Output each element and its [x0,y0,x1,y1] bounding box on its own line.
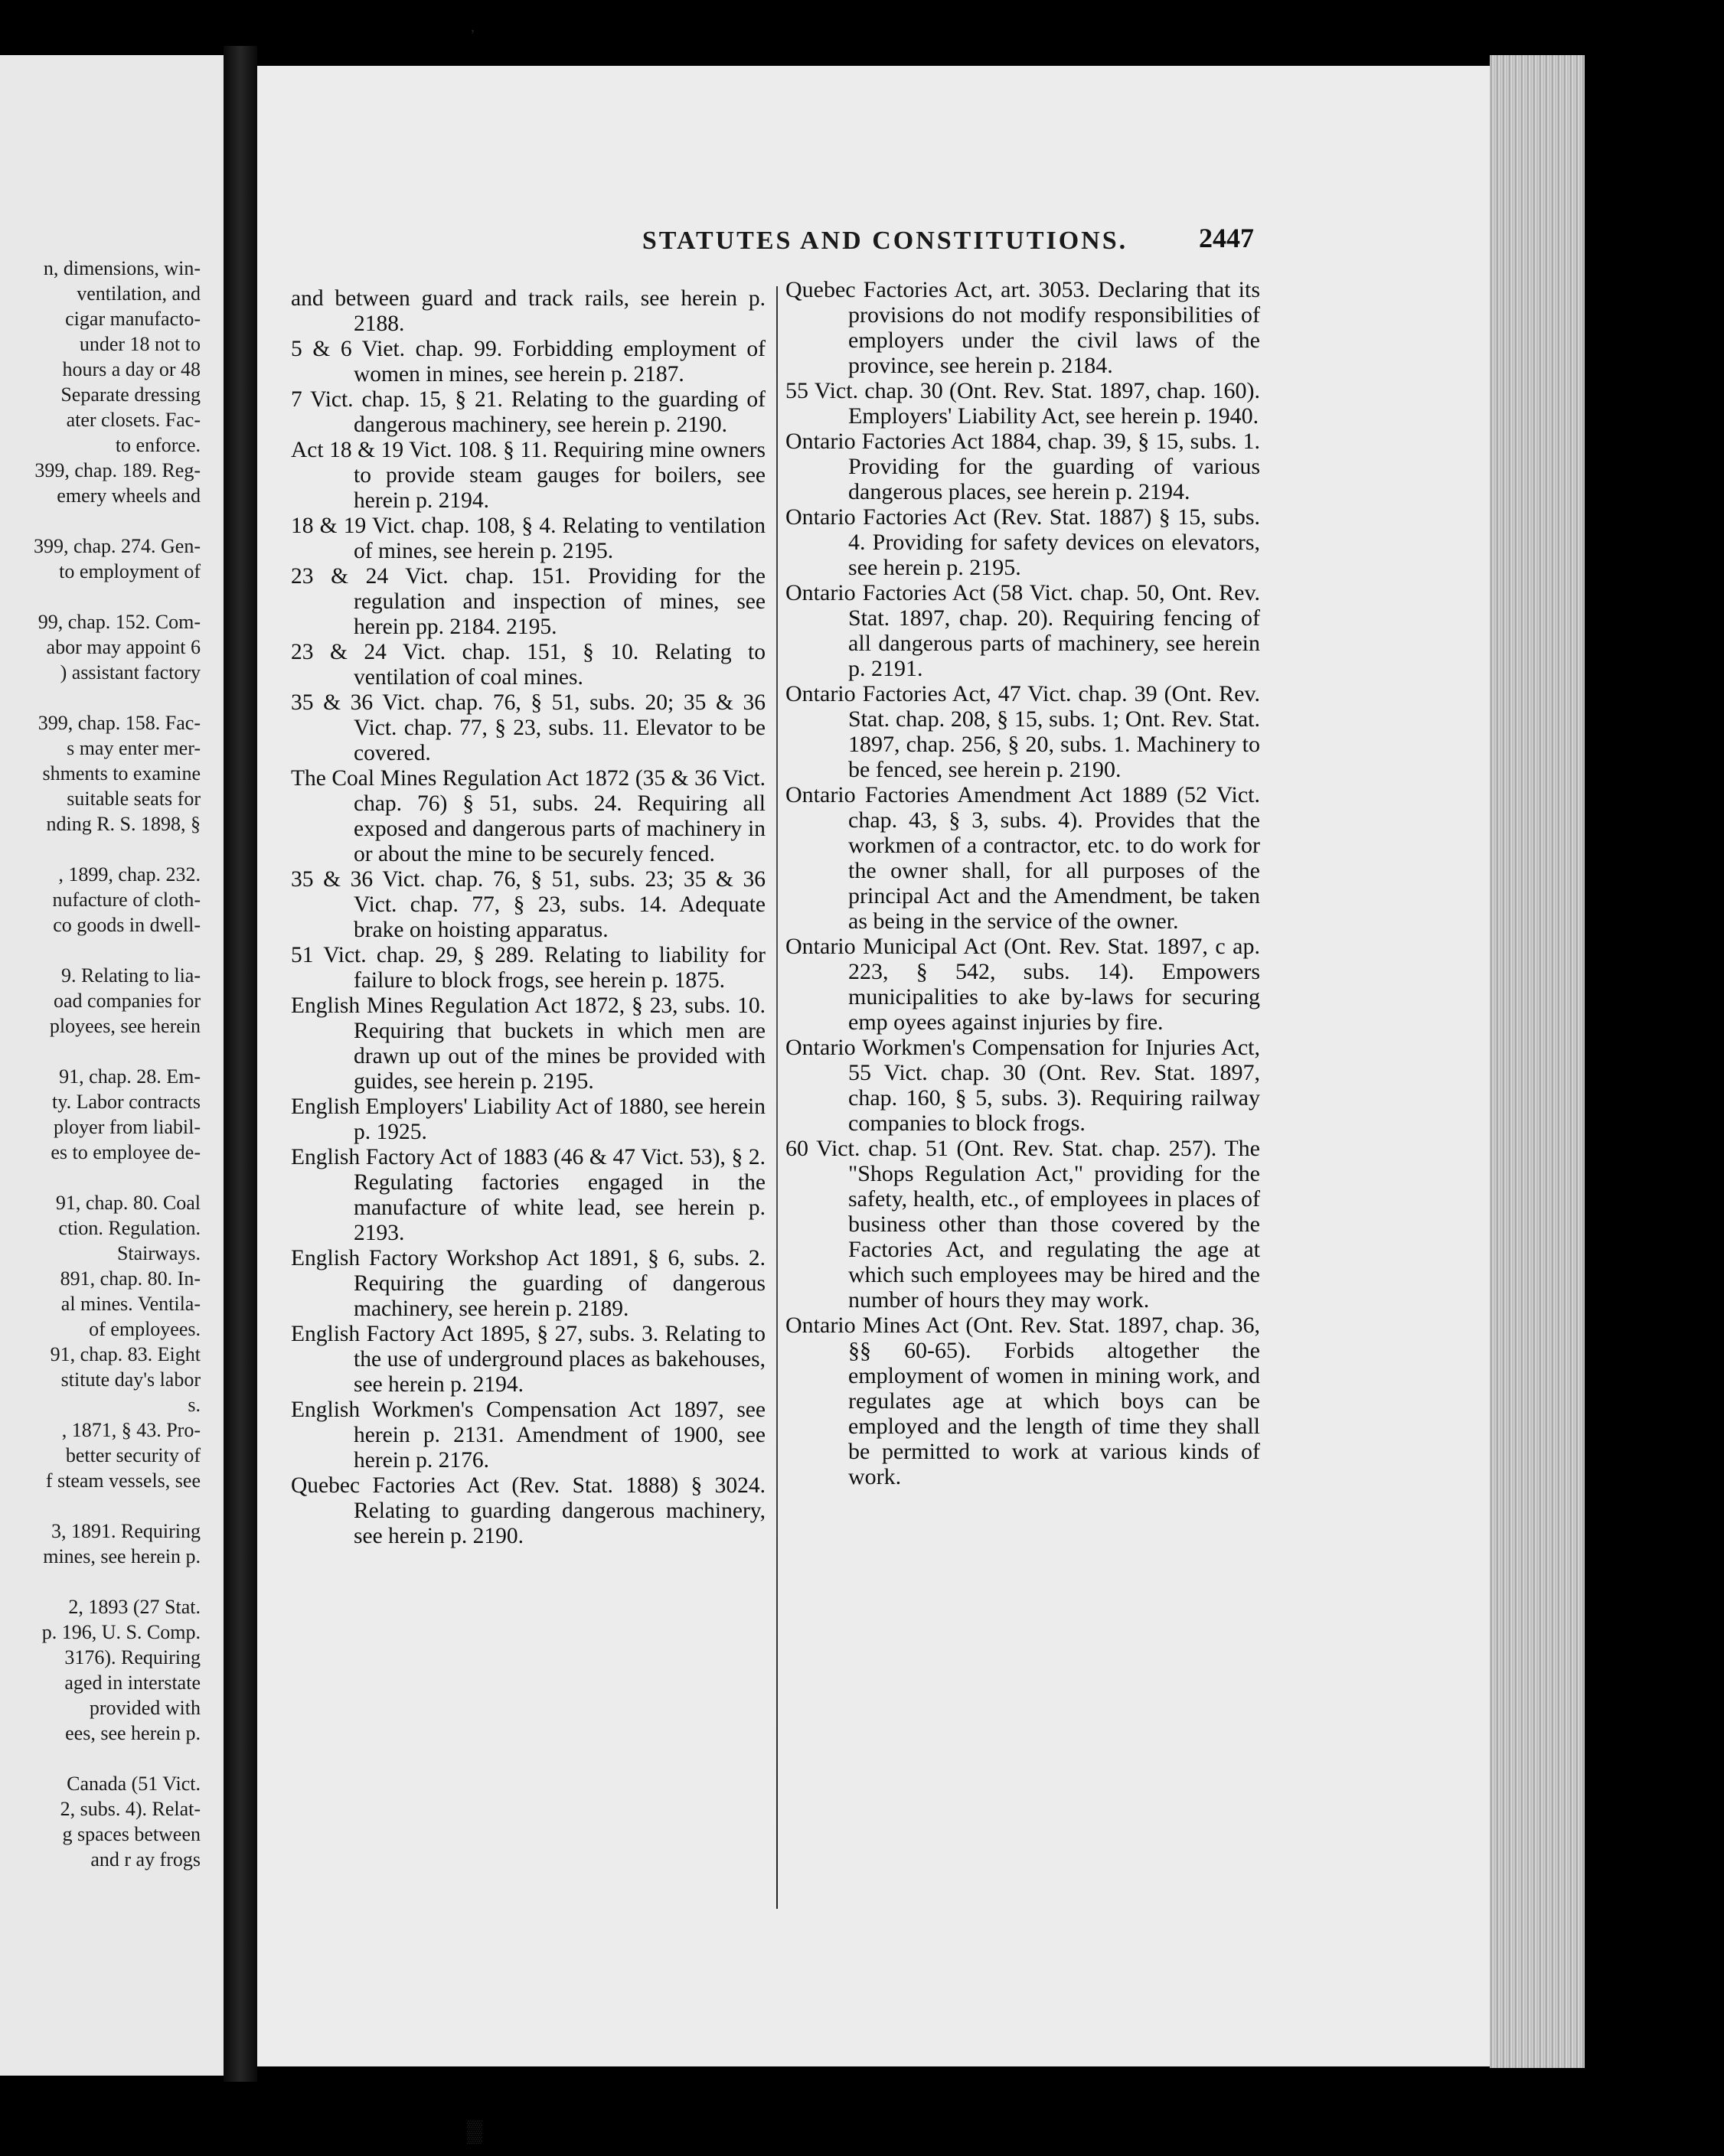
left-page-fragment [0,55,224,2076]
statute-entry: Ontario Municipal Act (Ont. Rev. Stat. 1897, c ap. 223, § 542, subs. 14). Empowers municipalities to ake by-laws for securing emp oyees against injuries by fire. [785,934,1260,1035]
left-page-line: stitute day's labor [60,1368,201,1391]
left-page-line: g spaces between [62,1823,201,1845]
left-column [291,286,766,1549]
statute-entry: Ontario Factories Act, 47 Vict. chap. 39 (Ont. Rev. Stat. chap. 208, § 15, subs. 1; Ont. Rev. Stat. 1897, chap. 256, § 20, subs. 1. Machinery to be fenced, see herein p. 2190. [785,681,1260,782]
statute-entry: English Workmen's Compensation Act 1897, see herein p. 2131. Amendment of 1900, see herein p. 2176. [291,1398,766,1473]
left-page-line: 91, chap. 28. Em- [59,1065,201,1088]
left-page-line: , 1871, § 43. Pro- [61,1419,201,1441]
left-page-line: es to employee de- [51,1141,201,1163]
page-number: 2447 [1199,223,1254,253]
page-edges [1490,55,1585,2068]
right-column [785,277,1260,1489]
statute-entry: 23 & 24 Vict. chap. 151. Providing for the regulation and inspection of mines, see herein pp. 2184. 2195. [291,564,766,639]
left-page-line: and r ay frogs [90,1848,201,1871]
left-page-line [0,1165,201,1190]
left-page-line: nufacture of cloth- [52,889,201,911]
left-page-line [0,837,201,862]
left-page-line: , 1899, chap. 232. [58,863,201,886]
book-gutter [224,46,257,2082]
left-page-line: to employment of [59,560,201,582]
left-page-line: 3176). Requiring [64,1646,201,1668]
left-page-line: 2, 1893 (27 Stat. [68,1596,201,1618]
left-page-line: 2, subs. 4). Relat- [60,1798,201,1820]
left-page-line: n, dimensions, win- [43,257,201,279]
left-page-line: ployees, see herein [49,1015,201,1037]
left-page-line: s may enter mer- [67,737,201,759]
left-page-line: abor may appoint 6 [46,636,201,658]
left-page-line: 9. Relating to lia- [61,964,201,987]
left-page-line [0,508,201,533]
left-page-line [0,938,201,963]
main-page [257,66,1490,2066]
left-page-line: hours a day or 48 [62,358,201,380]
left-page-line: 399, chap. 274. Gen- [33,535,201,557]
statute-entry: English Factory Act of 1883 (46 & 47 Vict. 53), § 2. Regulating factories engaged in the manufacture of white lead, see herein p. 2193. [291,1145,766,1245]
left-page-line: better security of [65,1444,201,1466]
statute-entry: 7 Vict. chap. 15, § 21. Relating to the guarding of dangerous machinery, see herein p. 2190. [291,387,766,437]
statute-entry: Act 18 & 19 Vict. 108. § 11. Requiring mine owners to provide steam gauges for boilers, see herein p. 2194. [291,438,766,513]
left-page-line: ventilation, and [77,282,201,305]
left-page-line: of employees. [89,1318,201,1340]
statute-entry: English Mines Regulation Act 1872, § 23, subs. 10. Requiring that buckets in which men are drawn up out of the mines be provided with guides, see herein p. 2195. [291,993,766,1094]
left-page-line [0,1039,201,1064]
statute-entry: Ontario Factories Act 1884, chap. 39, § 15, subs. 1. Providing for the guarding of various dangerous places, see herein p. 2194. [785,429,1260,504]
left-page-line: ction. Regulation. [58,1217,201,1239]
statute-entry: 55 Vict. chap. 30 (Ont. Rev. Stat. 1897, chap. 160). Employers' Liability Act, see herein p. 1940. [785,378,1260,429]
statute-entry: 18 & 19 Vict. chap. 108, § 4. Relating to ventilation of mines, see herein p. 2195. [291,514,766,563]
statute-entry: English Employers' Liability Act of 1880, see herein p. 1925. [291,1094,766,1144]
statute-entry: The Coal Mines Regulation Act 1872 (35 & 36 Vict. chap. 76) § 51, subs. 24. Requiring all exposed and dangerous parts of machinery in or about the mine to be securely fenced. [291,766,766,866]
left-page-line: ees, see herein p. [65,1722,201,1744]
left-page-line: aged in interstate [64,1672,201,1694]
left-page-line [0,1569,201,1594]
left-page-line [0,1493,201,1518]
column-divider [776,286,778,1909]
page-header-title: STATUTES AND CONSTITUTIONS. [642,227,1128,255]
left-page-line: 91, chap. 83. Eight [50,1343,201,1365]
left-page-line: under 18 not to [79,333,201,355]
left-page-line: 99, chap. 152. Com- [38,611,201,633]
statute-entry: English Factory Workshop Act 1891, § 6, subs. 2. Requiring the guarding of dangerous machinery, see herein p. 2189. [291,1246,766,1321]
left-page-line: 399, chap. 158. Fac- [38,712,201,734]
statute-entry: 23 & 24 Vict. chap. 151, § 10. Relating to ventilation of coal mines. [291,640,766,690]
statute-entry: Quebec Factories Act, art. 3053. Declaring that its provisions do not modify responsibilities of employers under the civil laws of the province, see herein p. 2184. [785,277,1260,378]
left-page-line: 891, chap. 80. In- [60,1267,201,1290]
left-page-line: 91, chap. 80. Coal [55,1192,201,1214]
left-page-line: Canada (51 Vict. [67,1773,201,1795]
left-page-line [0,1746,201,1771]
left-page-line: p. 196, U. S. Comp. [41,1621,201,1643]
left-page-line: co goods in dwell- [53,914,201,936]
left-page-line [0,584,201,609]
left-page-line: ployer from liabil- [53,1116,201,1138]
left-page-line: nding R. S. 1898, § [46,813,201,835]
left-page-line: ) assistant factory [60,661,201,683]
left-page-line: to enforce. [115,434,201,456]
statute-entry: 35 & 36 Vict. chap. 76, § 51, subs. 23; 35 & 36 Vict. chap. 77, § 23, subs. 14. Adequate brake on hoisting apparatus. [291,867,766,942]
left-page-text [0,256,201,1872]
statute-entry: English Factory Act 1895, § 27, subs. 3. Relating to the use of underground places as bakehouses, see herein p. 2194. [291,1322,766,1397]
statute-entry: and between guard and track rails, see herein p. 2188. [291,286,766,336]
left-page-line: Stairways. [116,1242,201,1264]
scan-speck: ▒ [467,2120,482,2144]
left-page-line: s. [188,1394,201,1416]
left-page-line: mines, see herein p. [43,1545,201,1567]
left-page-line: 399, chap. 189. Reg- [34,459,201,481]
left-page-line: suitable seats for [67,788,201,810]
statute-entry: Ontario Factories Act (58 Vict. chap. 50, Ont. Rev. Stat. 1897, chap. 20). Requiring fencing of all dangerous parts of machinery, see herein p. 2191. [785,580,1260,681]
left-page-line: ty. Labor contracts [52,1091,201,1113]
left-page-line [0,685,201,710]
statute-entry: Ontario Workmen's Compensation for Injuries Act, 55 Vict. chap. 30 (Ont. Rev. Stat. 1897, chap. 160, § 5, subs. 3). Requiring railway companies to block frogs. [785,1035,1260,1136]
left-page-line: oad companies for [53,990,201,1012]
statute-entry: Ontario Mines Act (Ont. Rev. Stat. 1897, chap. 36, §§ 60-65). Forbids altogether the employment of women in mining work, and regulates age at which boys can be employed and the length of time they shall be permitted to work at various kinds of work. [785,1313,1260,1489]
left-page-line: al mines. Ventila- [60,1293,201,1315]
left-page-line: 3, 1891. Requiring [51,1520,201,1542]
statute-entry: Ontario Factories Amendment Act 1889 (52 Vict. chap. 43, § 3, subs. 4). Provides that the workmen of a contractor, etc. to do work for the owner shall, for all purposes of the principal Act and the Amendment, be taken as being in the service of the owner. [785,782,1260,934]
left-page-line: shments to examine [42,762,201,784]
statute-entry: Quebec Factories Act (Rev. Stat. 1888) § 3024. Relating to guarding dangerous machinery, see herein p. 2190. [291,1473,766,1548]
statute-entry: 35 & 36 Vict. chap. 76, § 51, subs. 20; 35 & 36 Vict. chap. 77, § 23, subs. 11. Elevator to be covered. [291,690,766,765]
left-page-line: ater closets. Fac- [66,409,201,431]
statute-entry: 60 Vict. chap. 51 (Ont. Rev. Stat. chap. 257). The "Shops Regulation Act," providing for the safety, health, etc., of employees in places of business other than those covered by the Factories Act, and regulating the age at which such employees may be hired and the number of hours they may work. [785,1136,1260,1313]
statute-entry: 51 Vict. chap. 29, § 289. Relating to liability for failure to block frogs, see herein p. 1875. [291,943,766,993]
left-page-line: f steam vessels, see [45,1469,201,1492]
left-page-line: provided with [89,1697,201,1719]
left-page-line: Separate dressing [60,383,201,406]
left-page-line: cigar manufacto- [65,308,201,330]
scan-speck: ‚ [470,18,475,35]
statute-entry: Ontario Factories Act (Rev. Stat. 1887) § 15, subs. 4. Providing for safety devices on elevators, see herein p. 2195. [785,504,1260,580]
left-page-line: emery wheels and [57,484,201,507]
statute-entry: 5 & 6 Viet. chap. 99. Forbidding employment of women in mines, see herein p. 2187. [291,337,766,387]
